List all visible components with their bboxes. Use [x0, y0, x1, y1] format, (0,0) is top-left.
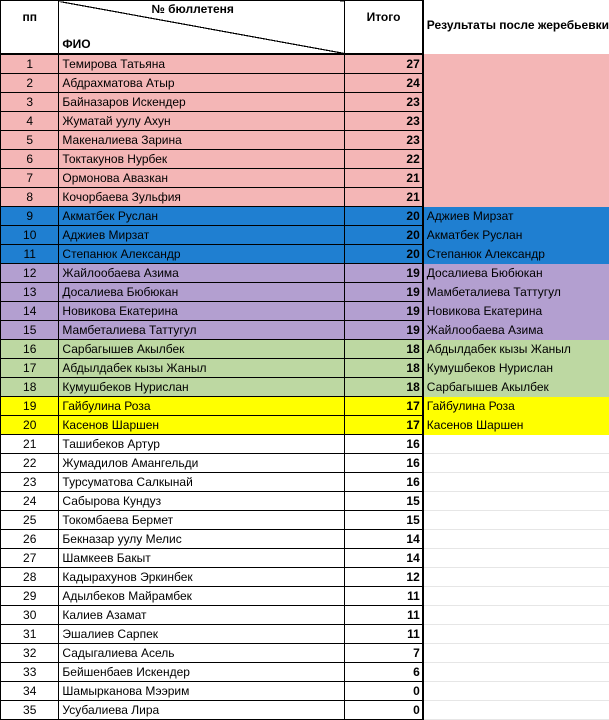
row-result: Акматбек Руслан: [423, 226, 609, 245]
table-row: [1, 701, 609, 720]
row-result: [423, 169, 609, 188]
table-row: [1, 625, 609, 644]
table-row: [1, 169, 609, 188]
row-total: 21: [344, 169, 423, 188]
row-name: Эшалиев Сарпек: [59, 625, 344, 644]
row-number: 6: [1, 150, 59, 169]
row-name: Бекназар уулу Мелис: [59, 530, 344, 549]
table-body: [1, 1, 609, 720]
row-total: 24: [344, 74, 423, 93]
table-row: [1, 644, 609, 663]
row-number: 7: [1, 169, 59, 188]
row-name: Кадырахунов Эркинбек: [59, 568, 344, 587]
row-total: 7: [344, 644, 423, 663]
row-name: Токомбаева Бермет: [59, 511, 344, 530]
row-number: 1: [1, 54, 59, 74]
row-total: 14: [344, 549, 423, 568]
row-name: Сабырова Кундуз: [59, 492, 344, 511]
row-total: 18: [344, 359, 423, 378]
row-number: 15: [1, 321, 59, 340]
row-number: 28: [1, 568, 59, 587]
row-name: Сарбагышев Акылбек: [59, 340, 344, 359]
table-row: [1, 54, 609, 74]
row-name: Новикова Екатерина: [59, 302, 344, 321]
header-name: ФИО: [62, 37, 90, 51]
row-name: Кочорбаева Зульфия: [59, 188, 344, 207]
row-number: 17: [1, 359, 59, 378]
row-number: 12: [1, 264, 59, 283]
row-name: Адылбеков Майрамбек: [59, 587, 344, 606]
table-row: [1, 511, 609, 530]
row-result: [423, 644, 609, 663]
row-total: 0: [344, 701, 423, 720]
row-total: 18: [344, 378, 423, 397]
table-row: [1, 587, 609, 606]
row-number: 30: [1, 606, 59, 625]
row-name: Абдрахматова Атыр: [59, 74, 344, 93]
row-name: Шамырканова Мээрим: [59, 682, 344, 701]
row-name: Темирова Татьяна: [59, 54, 344, 74]
table-row: [1, 359, 609, 378]
row-name: Ормонова Авазкан: [59, 169, 344, 188]
row-name: Досалиева Бюбюкан: [59, 283, 344, 302]
row-name: Касенов Шаршен: [59, 416, 344, 435]
row-total: 19: [344, 321, 423, 340]
row-result: [423, 701, 609, 720]
row-number: 5: [1, 131, 59, 150]
row-name: Токтакунов Нурбек: [59, 150, 344, 169]
row-number: 2: [1, 74, 59, 93]
row-total: 19: [344, 264, 423, 283]
row-number: 33: [1, 663, 59, 682]
row-total: 12: [344, 568, 423, 587]
row-number: 10: [1, 226, 59, 245]
row-number: 29: [1, 587, 59, 606]
row-total: 14: [344, 530, 423, 549]
row-name: Бейшенбаев Искендер: [59, 663, 344, 682]
row-name: Мамбеталиева Таттугул: [59, 321, 344, 340]
table-row: [1, 131, 609, 150]
row-total: 23: [344, 112, 423, 131]
table-row: [1, 606, 609, 625]
row-total: 19: [344, 283, 423, 302]
table-row: [1, 207, 609, 226]
row-total: 11: [344, 606, 423, 625]
row-number: 11: [1, 245, 59, 264]
row-result: [423, 74, 609, 93]
row-name: Акматбек Руслан: [59, 207, 344, 226]
row-number: 19: [1, 397, 59, 416]
row-number: 8: [1, 188, 59, 207]
row-total: 15: [344, 492, 423, 511]
row-number: 27: [1, 549, 59, 568]
row-result: [423, 435, 609, 454]
row-number: 18: [1, 378, 59, 397]
table-row: [1, 340, 609, 359]
row-total: 16: [344, 473, 423, 492]
header-name-cell: [59, 1, 344, 55]
row-result: [423, 54, 609, 74]
row-total: 15: [344, 511, 423, 530]
row-total: 23: [344, 131, 423, 150]
table-row: [1, 397, 609, 416]
row-number: 4: [1, 112, 59, 131]
row-result: Жайлообаева Азима: [423, 321, 609, 340]
header-results: Результаты после жеребьевки: [423, 1, 609, 55]
table-row: [1, 416, 609, 435]
row-total: 20: [344, 226, 423, 245]
row-name: Садыгалиева Асель: [59, 644, 344, 663]
row-result: [423, 454, 609, 473]
row-number: 23: [1, 473, 59, 492]
header-num: пп: [1, 1, 59, 55]
row-number: 3: [1, 93, 59, 112]
row-name: Байназаров Искендер: [59, 93, 344, 112]
row-number: 32: [1, 644, 59, 663]
row-result: [423, 530, 609, 549]
row-result: [423, 511, 609, 530]
table-row: [1, 226, 609, 245]
row-result: Кумушбеков Нурислан: [423, 359, 609, 378]
row-result: Новикова Екатерина: [423, 302, 609, 321]
table-row: [1, 188, 609, 207]
row-result: [423, 606, 609, 625]
row-result: [423, 150, 609, 169]
row-number: 35: [1, 701, 59, 720]
row-name: Калиев Азамат: [59, 606, 344, 625]
row-name: Макеналиева Зарина: [59, 131, 344, 150]
header-ballot: № бюллетеня: [151, 2, 233, 16]
row-total: 11: [344, 625, 423, 644]
row-result: [423, 568, 609, 587]
row-result: Мамбеталиева Таттугул: [423, 283, 609, 302]
row-name: Жайлообаева Азима: [59, 264, 344, 283]
row-result: Абдылдабек кызы Жаныл: [423, 340, 609, 359]
table-row: [1, 378, 609, 397]
row-number: 26: [1, 530, 59, 549]
row-name: Аджиев Мирзат: [59, 226, 344, 245]
row-result: [423, 682, 609, 701]
row-number: 24: [1, 492, 59, 511]
table-row: [1, 74, 609, 93]
header-total: Итого: [344, 1, 423, 55]
table-row: [1, 682, 609, 701]
table-row: [1, 112, 609, 131]
row-total: 21: [344, 188, 423, 207]
row-total: 0: [344, 682, 423, 701]
table-row: [1, 435, 609, 454]
table-row: [1, 264, 609, 283]
row-total: 18: [344, 340, 423, 359]
row-total: 22: [344, 150, 423, 169]
row-result: [423, 587, 609, 606]
row-name: Жуматай уулу Ахун: [59, 112, 344, 131]
row-result: [423, 112, 609, 131]
row-result: Аджиев Мирзат: [423, 207, 609, 226]
row-name: Гайбулина Роза: [59, 397, 344, 416]
row-result: [423, 188, 609, 207]
row-number: 9: [1, 207, 59, 226]
row-result: [423, 663, 609, 682]
table-row: [1, 93, 609, 112]
table-row: [1, 283, 609, 302]
row-number: 25: [1, 511, 59, 530]
row-result: Сарбагышев Акылбек: [423, 378, 609, 397]
row-total: 27: [344, 54, 423, 74]
row-number: 20: [1, 416, 59, 435]
table-row: [1, 473, 609, 492]
table-row: [1, 663, 609, 682]
table-row: [1, 321, 609, 340]
row-name: Турсуматова Салкынай: [59, 473, 344, 492]
row-total: 17: [344, 416, 423, 435]
row-result: [423, 492, 609, 511]
table-row: [1, 549, 609, 568]
row-total: 20: [344, 207, 423, 226]
header-row: [1, 1, 609, 55]
row-number: 31: [1, 625, 59, 644]
row-result: [423, 131, 609, 150]
row-number: 16: [1, 340, 59, 359]
table-row: [1, 530, 609, 549]
row-result: [423, 473, 609, 492]
row-result: Гайбулина Роза: [423, 397, 609, 416]
row-number: 13: [1, 283, 59, 302]
row-result: [423, 549, 609, 568]
row-number: 22: [1, 454, 59, 473]
row-total: 16: [344, 435, 423, 454]
row-total: 17: [344, 397, 423, 416]
row-name: Степанюк Александр: [59, 245, 344, 264]
row-result: Досалиева Бюбюкан: [423, 264, 609, 283]
row-total: 19: [344, 302, 423, 321]
table-row: [1, 454, 609, 473]
row-name: Жумадилов Амангельди: [59, 454, 344, 473]
row-total: 6: [344, 663, 423, 682]
row-number: 34: [1, 682, 59, 701]
row-result: [423, 625, 609, 644]
table-row: [1, 302, 609, 321]
row-result: Степанюк Александр: [423, 245, 609, 264]
row-total: 20: [344, 245, 423, 264]
row-name: Абдылдабек кызы Жаныл: [59, 359, 344, 378]
row-name: Ташибеков Артур: [59, 435, 344, 454]
row-number: 21: [1, 435, 59, 454]
row-name: Шамкеев Бакыт: [59, 549, 344, 568]
row-total: 16: [344, 454, 423, 473]
table-row: [1, 150, 609, 169]
table-row: [1, 492, 609, 511]
row-result: [423, 93, 609, 112]
row-result: Касенов Шаршен: [423, 416, 609, 435]
row-name: Усубалиева Лира: [59, 701, 344, 720]
table-row: [1, 568, 609, 587]
row-number: 14: [1, 302, 59, 321]
row-total: 11: [344, 587, 423, 606]
row-name: Кумушбеков Нурислан: [59, 378, 344, 397]
table-row: [1, 245, 609, 264]
row-total: 23: [344, 93, 423, 112]
